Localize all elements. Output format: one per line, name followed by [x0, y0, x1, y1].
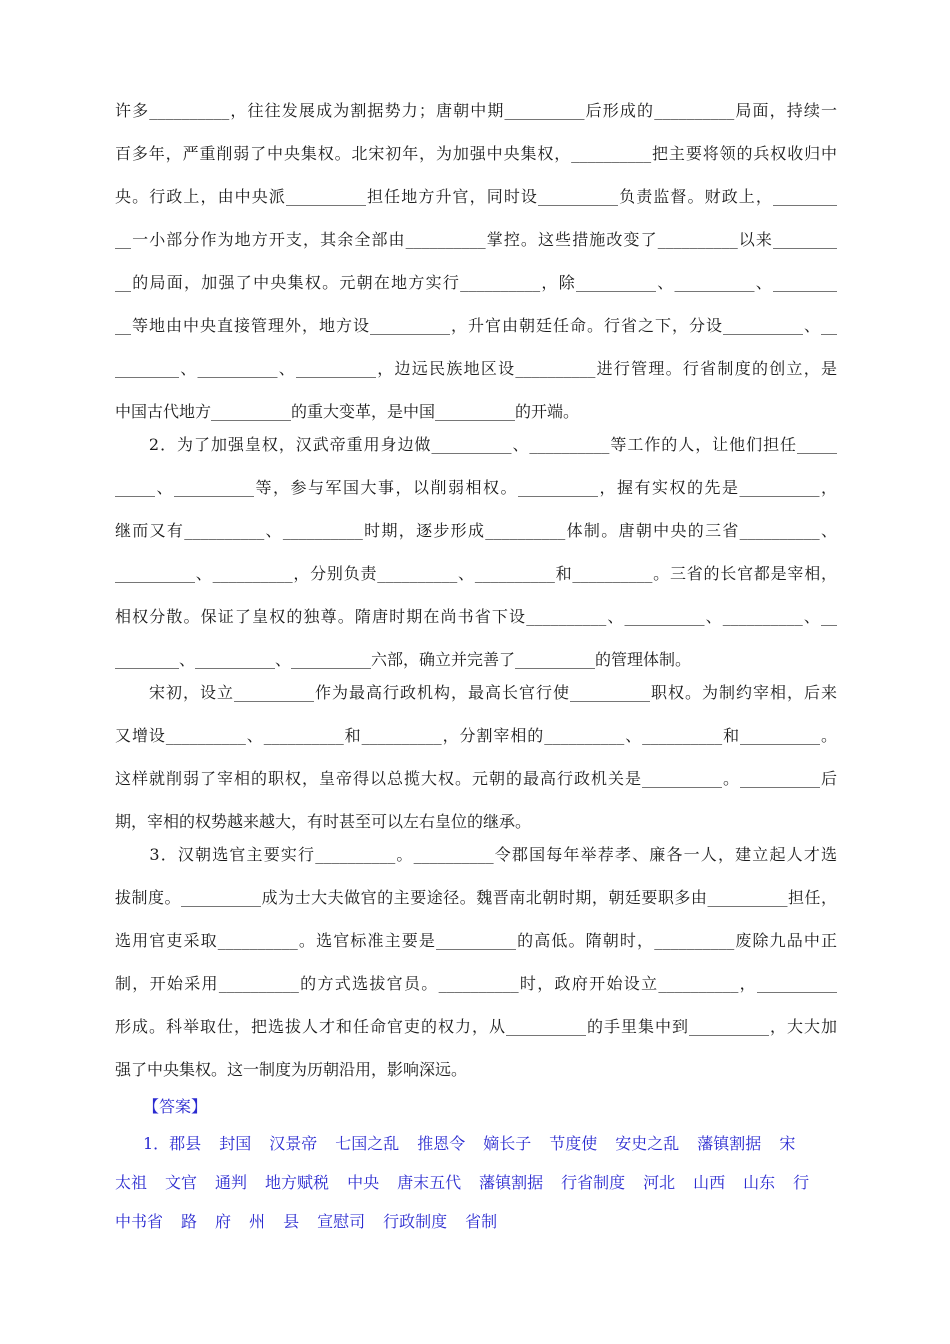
text-line: 拔制度。__________成为士大夫做官的主要途径。魏晋南北朝时期，朝廷要职多由__________担任，: [115, 888, 837, 907]
answer-item: 节度使: [549, 1134, 598, 1153]
answer-item: 太祖: [115, 1173, 148, 1192]
answer-line: [115, 1211, 837, 1233]
answer-item: 行: [793, 1173, 810, 1192]
text-line: 继而又有__________、__________时期，逐步形成__________体制。唐朝中央的三省__________、: [115, 521, 837, 540]
answer-item: 嫡长子: [483, 1134, 532, 1153]
text-line: 央。行政上，由中央派__________担任地方升官，同时设__________负责监督。财政上，________: [115, 187, 837, 206]
text-line: __________、__________，分别负责__________、__________和__________。三省的长官都是宰相，: [115, 564, 837, 583]
answer-item: 地方赋税: [265, 1173, 330, 1192]
text-line: __一小部分作为地方开支，其余全部由__________掌控。这些措施改变了__________以来________: [115, 230, 837, 249]
text-line: 这样就削弱了宰相的职权，皇帝得以总揽大权。元朝的最高行政机关是__________。__________后: [115, 769, 837, 788]
answer-item: 宣慰司: [317, 1212, 366, 1231]
answer-item: 中央: [347, 1173, 380, 1192]
answer-line: [143, 1133, 865, 1155]
text-line: ________、__________、__________六部，确立并完善了__________的管理体制。: [115, 650, 692, 669]
text-line: __的局面，加强了中央集权。元朝在地方实行__________，除__________、__________、________: [115, 273, 837, 292]
answer-item: 中书省: [115, 1212, 164, 1231]
text-line: 中国古代地方__________的重大变革，是中国__________的开端。: [115, 402, 580, 421]
text-line: 许多__________，往往发展成为割据势力；唐朝中期__________后形成的__________局面，持续一: [115, 101, 837, 120]
text-line: 2．为了加强皇权，汉武帝重用身边做__________、__________等工作的人，让他们担任_____: [115, 435, 837, 454]
text-line: 又增设__________、__________和__________，分割宰相的__________、__________和__________。: [115, 726, 837, 745]
text-line: 相权分散。保证了皇权的独尊。隋唐时期在尚书省下设__________、__________、__________、__: [115, 607, 837, 626]
text-line: 3．汉朝选官主要实行__________。__________令郡国每年举荐孝、廉各一人，建立起人才选: [115, 845, 837, 864]
text-line: 选用官吏采取__________。选官标准主要是__________的高低。隋朝时，__________废除九品中正: [115, 931, 837, 950]
answer-item: 河北: [643, 1173, 676, 1192]
text-line: 强了中央集权。这一制度为历朝沿用，影响深远。: [115, 1060, 468, 1079]
answer-item: 路: [181, 1212, 198, 1231]
answer-item: 封国: [219, 1134, 252, 1153]
answer-item: 山东: [743, 1173, 776, 1192]
answer-line: [115, 1172, 837, 1194]
answer-item: 州: [249, 1212, 266, 1231]
text-line: 期，宰相的权势越来越大，有时甚至可以左右皇位的继承。: [115, 812, 532, 831]
text-line: 制，开始采用__________的方式选拔官员。__________时，政府开始设立__________，__________: [115, 974, 837, 993]
answer-item: 藩镇割据: [697, 1134, 762, 1153]
answer-item: 推恩令: [417, 1134, 466, 1153]
answer-heading: 【答案】: [143, 1097, 208, 1116]
answer-item: 山西: [693, 1173, 726, 1192]
answer-item: 唐末五代: [397, 1173, 462, 1192]
answer-item: 1．郡县: [143, 1134, 202, 1153]
answer-item: 七国之乱: [335, 1134, 400, 1153]
answer-item: 行省制度: [561, 1173, 626, 1192]
answer-item: 府: [215, 1212, 232, 1231]
answer-item: 行政制度: [383, 1212, 448, 1231]
answer-item: 省制: [465, 1212, 498, 1231]
text-line: 形成。科举取仕，把选拔人才和任命官吏的权力，从__________的手里集中到__________，大大加: [115, 1017, 837, 1036]
text-line: __等地由中央直接管理外，地方设__________，升官由朝廷任命。行省之下，分设__________、__: [115, 316, 837, 335]
answer-item: 通判: [215, 1173, 248, 1192]
text-line: 宋初，设立__________作为最高行政机构，最高长官行使__________职权。为制约宰相，后来: [115, 683, 837, 702]
text-line: 百多年，严重削弱了中央集权。北宋初年，为加强中央集权，__________把主要将领的兵权收归中: [115, 144, 837, 163]
answer-item: 文官: [165, 1173, 198, 1192]
text-line: _____、__________等，参与军国大事，以削弱相权。__________，握有实权的先是__________，: [115, 478, 837, 497]
answer-item: 宋: [779, 1134, 796, 1153]
text-line: ________、__________、__________，边远民族地区设__________进行管理。行省制度的创立，是: [115, 359, 837, 378]
answer-item: 汉景帝: [269, 1134, 318, 1153]
answer-item: 藩镇割据: [479, 1173, 544, 1192]
answer-item: 县: [283, 1212, 300, 1231]
answer-item: 安史之乱: [615, 1134, 680, 1153]
